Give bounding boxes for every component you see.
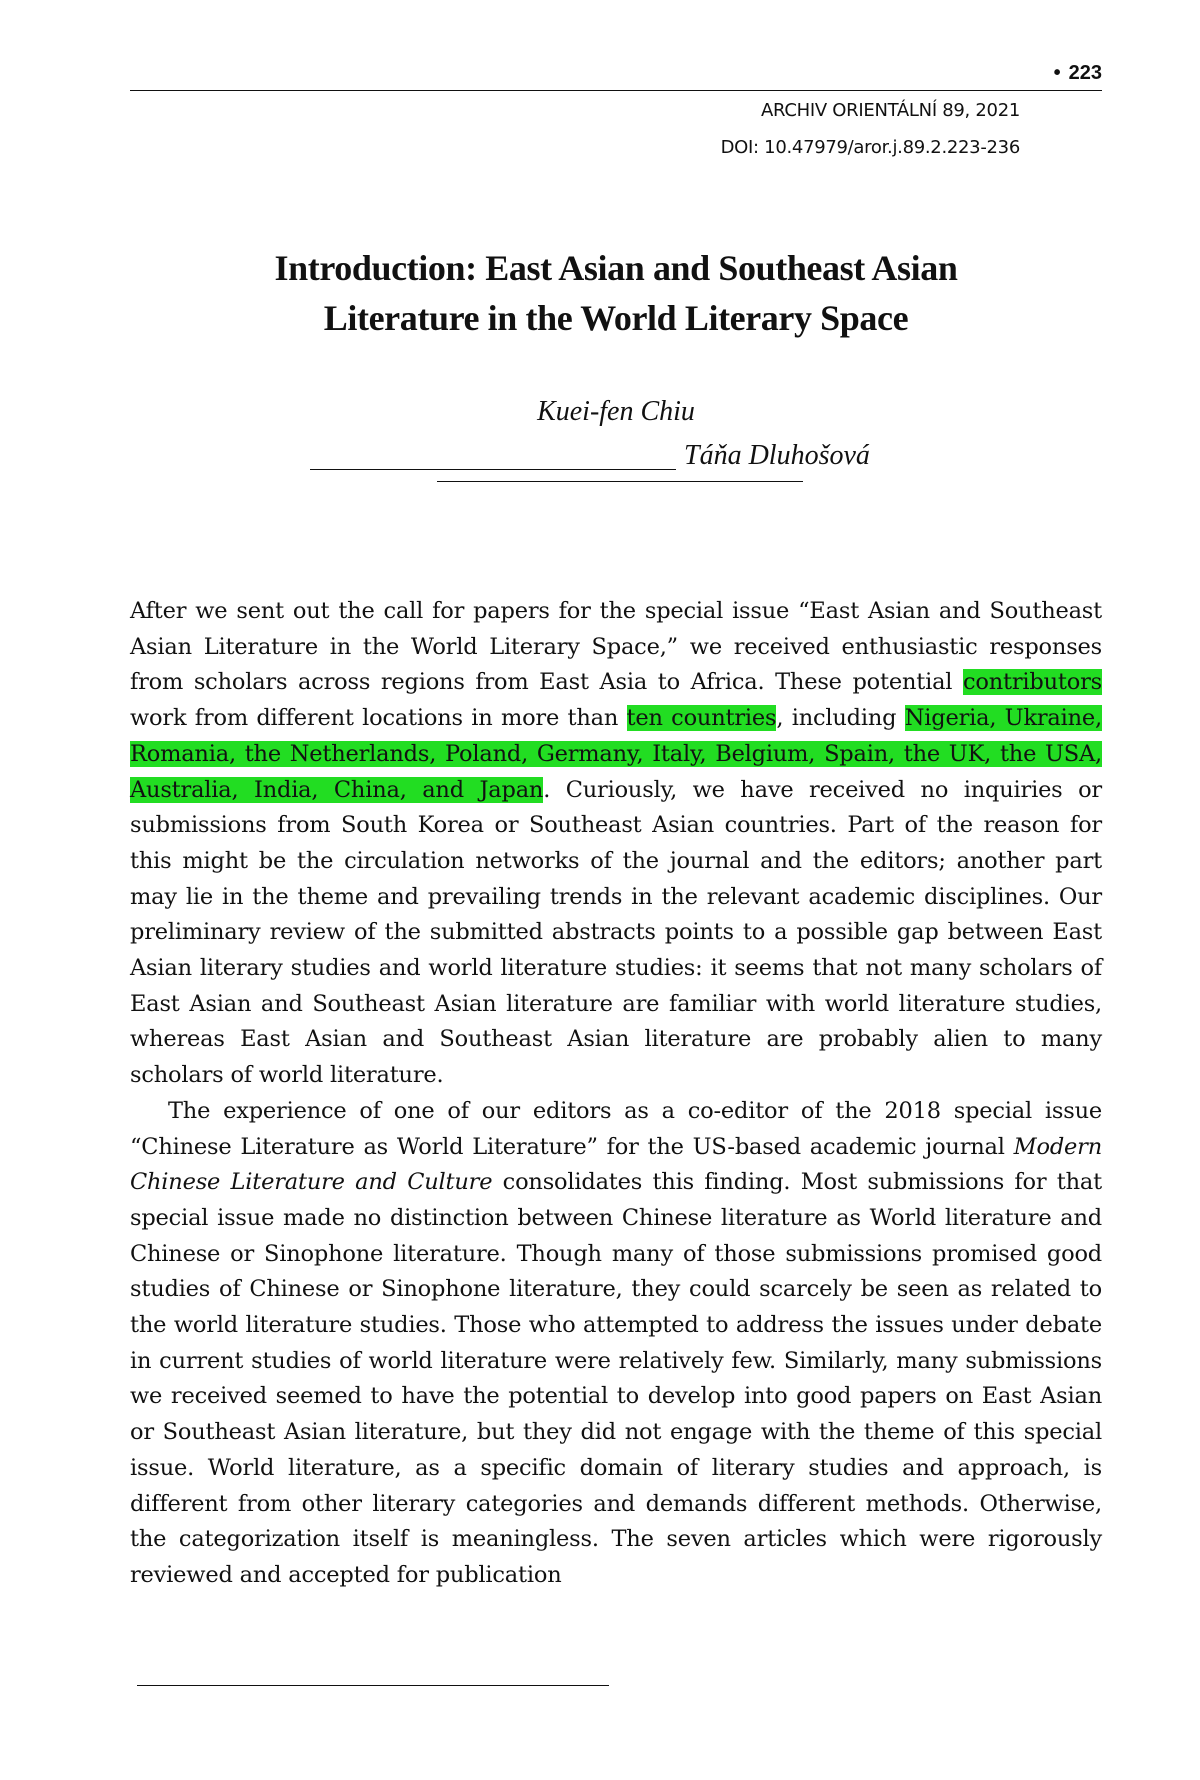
article-title-line-2: Literature in the World Literary Space <box>323 298 909 338</box>
author-underline <box>437 481 803 482</box>
header-rule <box>130 90 1102 91</box>
paragraph-2 <box>130 1094 1102 1594</box>
highlight: contributors <box>962 669 1102 696</box>
text-run: . Curiously, we have received no inquiries or submissions from South Korea or Southeast Asian countries. Part of the reason for this might be the circulation networks of the journal and the editors; another part may lie in the theme and prevailing trends in the relevant academic disciplines. Our preliminary review of the submitted abstracts points to a possible gap between East Asian literary studies and world literature studies: it seems that not many scholars of East Asian and Southeast Asian literature are familiar with world literature studies, whereas East Asian and Southeast Asian literature are probably alien to many scholars of world literature. <box>130 776 1102 1089</box>
author-underline <box>310 469 676 470</box>
paragraph-1 <box>130 594 1102 1094</box>
text-run: The experience of one of our editors as a co-editor of the 2018 special issue “Chinese Literature as World Literature” for the US-based academic journal <box>130 1097 1102 1160</box>
page-number-value: 223 <box>1068 62 1102 84</box>
journal-name: ARCHIV ORIENTÁLNÍ 89, 2021 <box>761 100 1020 121</box>
text-run: work from different locations in more than <box>130 705 627 732</box>
highlight: Nigeria, Ukraine, Romania, the Netherlands, Poland, Germany, Italy, Belgium, Spain, the UK, the USA, Australia, India, China, and Japan <box>130 705 1102 803</box>
text-run: consolidates this finding. Most submissions for that special issue made no distinction between Chinese literature as World literature and Chinese or Sinophone literature. Though many of those submissions promised good studies of Chinese or Sinophone literature, they could scarcely be seen as related to the world literature studies. Those who attempted to address the issues under debate in current studies of world literature were relatively few. Similarly, many submissions we received seemed to have the potential to develop into good papers on East Asian or Southeast Asian literature, but they did not engage with the theme of this special issue. World literature, as a specific domain of literary studies and approach, is different from other literary categories and demands different methods. Otherwise, the categorization itself is meaningless. The seven articles which were rigorously reviewed and accepted for publication <box>130 1169 1102 1588</box>
footnote-rule <box>137 1685 609 1686</box>
text-run: After we sent out the call for papers for the special issue “East Asian and Southeast Asian Literature in the World Literary Space,” we received enthusiastic responses from scholars across regions from East Asia to Africa. These potential <box>130 598 1102 696</box>
page-number <box>1054 62 1102 85</box>
doi-link[interactable]: DOI: 10.47979/aror.j.89.2.223-236 <box>720 137 1020 158</box>
article-title <box>130 243 1102 343</box>
highlight: ten countries <box>626 705 777 732</box>
author-1: Kuei-fen Chiu <box>537 396 695 427</box>
journal-title-italic: Modern Chinese Literature and Culture <box>130 1133 1102 1196</box>
bullet-icon: • <box>1053 62 1061 84</box>
author-2: Táňa Dluhošová <box>684 440 870 471</box>
article-title-line-1: Introduction: East Asian and Southeast Asian <box>274 248 958 288</box>
text-run: , including <box>776 705 905 732</box>
article-body <box>130 594 1102 1594</box>
